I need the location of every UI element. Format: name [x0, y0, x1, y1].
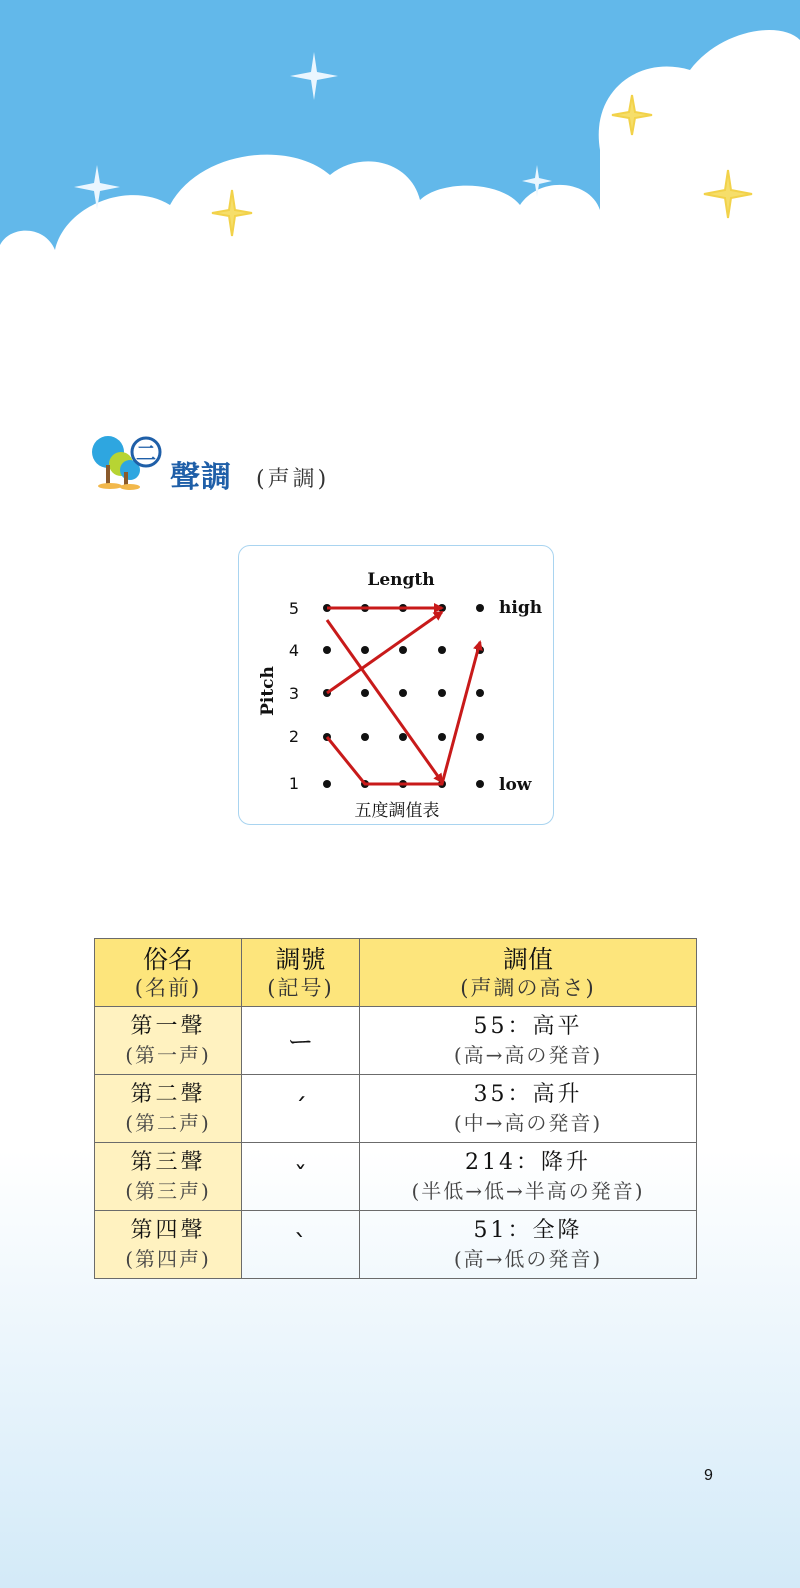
tone-mark: ˇ — [294, 1161, 307, 1192]
tone-mark: ˊ — [294, 1093, 307, 1124]
section-title: 聲調 — [170, 460, 232, 495]
grid-dot — [476, 780, 484, 788]
tone-value-cell: 35：高升 (中→高の発音) — [360, 1075, 697, 1143]
page-number: 9 — [704, 1467, 713, 1484]
pitch-level-label: 1 — [288, 774, 300, 793]
grid-dot — [438, 689, 446, 697]
sky-banner — [0, 0, 800, 360]
grid-dot — [476, 604, 484, 612]
tone-mark-cell — [242, 1143, 360, 1211]
grid-dot — [361, 646, 369, 654]
table-row — [95, 1143, 697, 1211]
table-row — [95, 1075, 697, 1143]
pitch-chart — [238, 545, 554, 825]
tone-value-cell: 55：高平 (高→高の発音) — [360, 1007, 697, 1075]
grid-dot — [399, 689, 407, 697]
tone-mark-cell — [242, 1007, 360, 1075]
table-header-row — [95, 939, 697, 1007]
header-mark: 調號 (記号) — [242, 939, 360, 1007]
tone-value-cell: 51：全降 (高→低の発音) — [360, 1211, 697, 1279]
table-row — [95, 1211, 697, 1279]
chart-top-label: Length — [367, 570, 435, 590]
pitch-level-label: 3 — [288, 684, 300, 703]
header-name: 俗名 (名前) — [95, 939, 242, 1007]
tone-name-cell: 第二聲 (第二声) — [95, 1075, 242, 1143]
grid-dot — [438, 646, 446, 654]
tone-table — [94, 938, 697, 1279]
pitch-level-label: 5 — [288, 599, 300, 618]
grid-dot — [476, 733, 484, 741]
chart-caption: 五度調值表 — [354, 801, 440, 821]
trees-logo-icon — [88, 430, 168, 500]
tone-name-cell: 第四聲 (第四声) — [95, 1211, 242, 1279]
chart-y-axis-label: Pitch — [258, 666, 278, 716]
section-subtitle: (声調) — [256, 467, 330, 492]
table-row — [95, 1007, 697, 1075]
tone-value-cell: 214：降升 (半低→低→半高の発音) — [360, 1143, 697, 1211]
chart-low-label: low — [499, 775, 532, 795]
chart-high-label: high — [499, 598, 543, 618]
tone-3-arrow — [327, 642, 480, 784]
tone-name-cell: 第三聲 (第三声) — [95, 1143, 242, 1211]
pitch-level-label: 4 — [288, 641, 300, 660]
tone-2-arrow — [327, 612, 442, 693]
grid-dot — [361, 733, 369, 741]
pitch-level-label: 2 — [288, 727, 300, 746]
grid-dot — [361, 689, 369, 697]
grid-dot — [399, 733, 407, 741]
header-value: 調值 (声調の高さ) — [360, 939, 697, 1007]
tone-mark-cell — [242, 1211, 360, 1279]
tone-mark: ー — [287, 1028, 314, 1058]
tone-name-cell: 第一聲 (第一声) — [95, 1007, 242, 1075]
tone-mark-cell — [242, 1075, 360, 1143]
section-badge: 二 — [136, 441, 156, 465]
grid-dot — [323, 646, 331, 654]
grid-dot — [476, 689, 484, 697]
grid-dot — [399, 646, 407, 654]
grid-dot — [323, 780, 331, 788]
grid-dot — [438, 733, 446, 741]
tone-mark: ˋ — [294, 1229, 307, 1260]
